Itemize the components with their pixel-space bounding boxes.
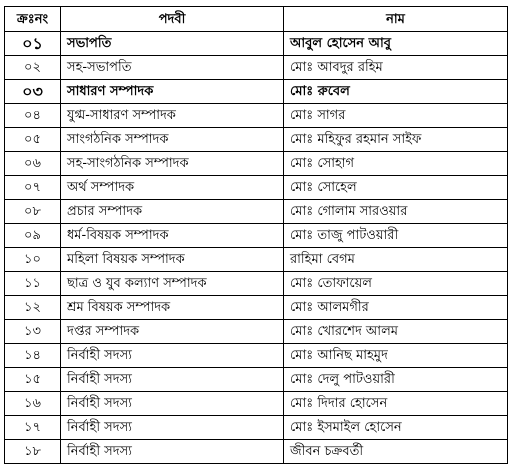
- serial-cell: ০৮: [5, 200, 61, 224]
- name-cell: রাহিমা বেগম: [284, 248, 508, 272]
- header-row: [5, 7, 508, 32]
- post-cell: ছাত্র ও যুব কল্যাণ সম্পাদক: [61, 272, 284, 296]
- post-cell: যুগ্ম-সাধারণ সম্পাদক: [61, 104, 284, 128]
- post-cell: সভাপতি: [61, 32, 284, 56]
- post-cell: নির্বাহী সদস্য: [61, 416, 284, 440]
- header-serial: ক্রঃনং: [5, 7, 61, 32]
- name-cell: মোঃ দিদার হোসেন: [284, 392, 508, 416]
- post-cell: মহিলা বিষয়ক সম্পাদক: [61, 248, 284, 272]
- name-cell: মোঃ রুবেল: [284, 80, 508, 104]
- serial-cell: ০৯: [5, 224, 61, 248]
- table-row: [5, 56, 508, 80]
- table-row: [5, 248, 508, 272]
- table-row: [5, 80, 508, 104]
- serial-cell: ১৭: [5, 416, 61, 440]
- post-cell: সহ-সাংগঠনিক সম্পাদক: [61, 152, 284, 176]
- serial-cell: ০৬: [5, 152, 61, 176]
- post-cell: নির্বাহী সদস্য: [61, 368, 284, 392]
- table-row: [5, 344, 508, 368]
- table-row: [5, 200, 508, 224]
- serial-cell: ১৬: [5, 392, 61, 416]
- header-post: পদবী: [61, 7, 284, 32]
- name-cell: মোঃ সোহেল: [284, 176, 508, 200]
- table-row: [5, 104, 508, 128]
- table-row: [5, 128, 508, 152]
- name-cell: মোঃ আলমগীর: [284, 296, 508, 320]
- table-row: [5, 368, 508, 392]
- name-cell: মোঃ তোফায়েল: [284, 272, 508, 296]
- serial-cell: ০৭: [5, 176, 61, 200]
- name-cell: মোঃ সোহাগ: [284, 152, 508, 176]
- post-cell: নির্বাহী সদস্য: [61, 392, 284, 416]
- table-row: [5, 296, 508, 320]
- post-cell: অর্থ সম্পাদক: [61, 176, 284, 200]
- table-body: [5, 32, 508, 464]
- table-row: [5, 392, 508, 416]
- post-cell: দপ্তর সম্পাদক: [61, 320, 284, 344]
- post-cell: প্রচার সম্পাদক: [61, 200, 284, 224]
- serial-cell: ০৫: [5, 128, 61, 152]
- table-row: [5, 320, 508, 344]
- name-cell: মোঃ ইসমাইল হোসেন: [284, 416, 508, 440]
- name-cell: মোঃ মহিফুর রহমান সাইফ: [284, 128, 508, 152]
- serial-cell: ১৫: [5, 368, 61, 392]
- name-cell: মোঃ আবদুর রহিম: [284, 56, 508, 80]
- post-cell: সাধারণ সম্পাদক: [61, 80, 284, 104]
- serial-cell: ১২: [5, 296, 61, 320]
- table-row: [5, 176, 508, 200]
- table-row: [5, 416, 508, 440]
- post-cell: সহ-সভাপতি: [61, 56, 284, 80]
- post-cell: নির্বাহী সদস্য: [61, 440, 284, 464]
- post-cell: শ্রম বিষয়ক সম্পাদক: [61, 296, 284, 320]
- serial-cell: ১৮: [5, 440, 61, 464]
- table-row: [5, 32, 508, 56]
- serial-cell: ০১: [5, 32, 61, 56]
- header-name: নাম: [284, 7, 508, 32]
- name-cell: মোঃ গোলাম সারওয়ার: [284, 200, 508, 224]
- name-cell: মোঃ সাগর: [284, 104, 508, 128]
- name-cell: মোঃ দেলু পাটওয়ারী: [284, 368, 508, 392]
- name-cell: মোঃ খোরশেদ আলম: [284, 320, 508, 344]
- name-cell: আবুল হোসেন আবু: [284, 32, 508, 56]
- serial-cell: ১৩: [5, 320, 61, 344]
- table-row: [5, 224, 508, 248]
- name-cell: মোঃ আনিছ মাহমুদ: [284, 344, 508, 368]
- serial-cell: ১৪: [5, 344, 61, 368]
- post-cell: ধর্ম-বিষয়ক সম্পাদক: [61, 224, 284, 248]
- serial-cell: ০৪: [5, 104, 61, 128]
- serial-cell: ০৩: [5, 80, 61, 104]
- table-row: [5, 152, 508, 176]
- name-cell: মোঃ তাজু পাটওয়ারী: [284, 224, 508, 248]
- name-cell: জীবন চক্রবর্তী: [284, 440, 508, 464]
- post-cell: নির্বাহী সদস্য: [61, 344, 284, 368]
- post-cell: সাংগঠনিক সম্পাদক: [61, 128, 284, 152]
- table-row: [5, 440, 508, 464]
- table-header: [5, 7, 508, 32]
- serial-cell: ১০: [5, 248, 61, 272]
- table-row: [5, 272, 508, 296]
- committee-table: [4, 6, 508, 464]
- serial-cell: ০২: [5, 56, 61, 80]
- serial-cell: ১১: [5, 272, 61, 296]
